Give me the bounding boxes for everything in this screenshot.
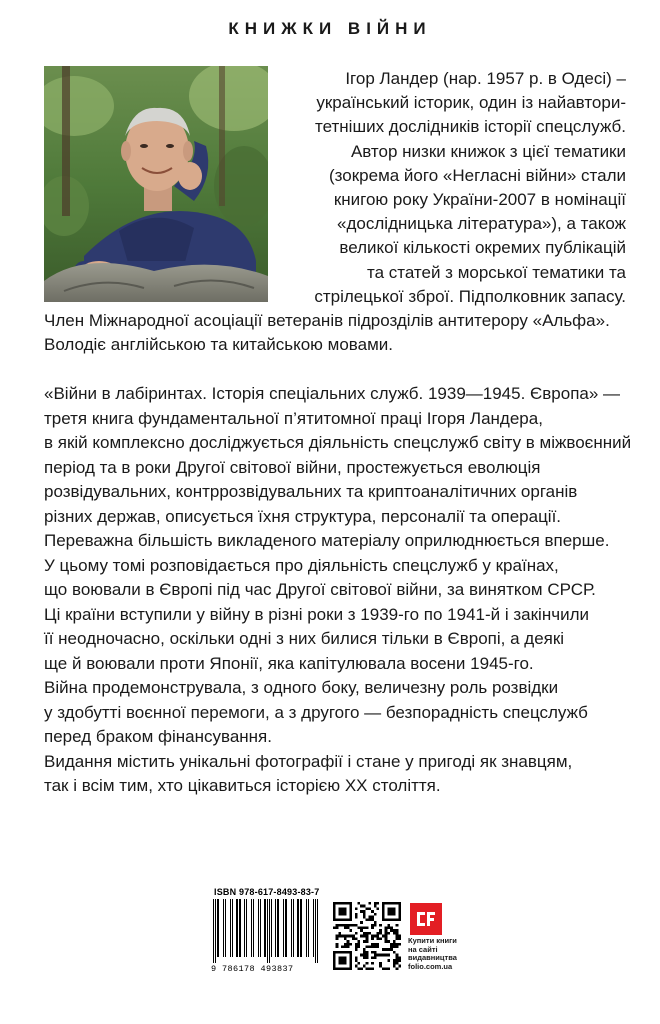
- description-line: у здобутті воєнної перемоги, а з другого — безпорадність спецслужб: [44, 702, 588, 722]
- description-line: що воювали в Європі під час Другої світової війни, за винятком СРСР.: [44, 580, 596, 599]
- bio-line: Володіє англійською та китайською мовами.: [44, 335, 393, 355]
- author-photo: [44, 66, 268, 302]
- description-line: Ці країни вступили у війну в різні роки з 1939-го по 1941-й і закінчили: [44, 604, 589, 624]
- description-line: Видання містить унікальні фотографії і стане у пригоді як знавцям,: [44, 751, 573, 771]
- description-line: розвідувальних, контррозвідувальних та криптоаналітичних органів: [44, 482, 578, 501]
- publisher-note-line: Купити книги: [408, 936, 457, 945]
- series-title: КНИЖКИ ВІЙНИ: [228, 19, 432, 38]
- bio-line: Автор низки книжок з цієї тематики: [350, 141, 626, 161]
- description-line: різних держав, описується їхня структура, персоналії та операції.: [44, 506, 562, 526]
- isbn-label: ISBN 978-617-8493-83-7: [214, 887, 320, 897]
- bio-line: великої кількості окремих публікацій: [339, 238, 626, 258]
- description-line: третя книга фундаментальної п’ятитомної праці Ігоря Ландера,: [44, 408, 543, 428]
- publisher-note-line: видавництва: [408, 953, 457, 963]
- description-line: перед браком фінансування.: [44, 727, 272, 746]
- bio-line: Ігор Ландер (нар. 1957 р. в Одесі) –: [345, 69, 626, 88]
- barcode: [211, 899, 321, 963]
- bio-line: та статей з морської тематики та: [366, 262, 626, 282]
- description-line: так і всім тим, хто цікавиться історією ХХ століття.: [44, 776, 441, 795]
- description-line: Війна продемонструвала, з одного боку, величезну роль розвідки: [44, 678, 559, 697]
- barcode-digits: 9 786178 493837: [211, 964, 294, 974]
- bio-line: український історик, один із найавтори-: [316, 93, 626, 113]
- description-line: Переважна більшість викладеного матеріалу оприлюднюється вперше.: [44, 531, 610, 550]
- description-line: ще й воювали проти Японії, яка капітулювала восени 1945-го.: [44, 653, 534, 673]
- author-bio-right: [286, 67, 626, 309]
- publisher-note-line: на сайті: [408, 944, 438, 954]
- bio-line: Член Міжнародної асоціації ветеранів підрозділів антитерору «Альфа».: [44, 311, 610, 330]
- bio-line: книгою року України-2007 в номінації: [333, 190, 626, 210]
- author-bio-full: [44, 309, 629, 357]
- publisher-note: [408, 937, 458, 971]
- bio-line: стрілецької зброї. Підполковник запасу.: [314, 286, 626, 306]
- folio-logo-icon: [410, 903, 442, 935]
- description-line: в якій комплексно досліджується діяльність спецслужб світу в міжвоєнний: [44, 433, 632, 452]
- publisher-note-line: folio.com.ua: [408, 961, 453, 971]
- book-description: [44, 382, 644, 799]
- bio-line: (зокрема його «Негласні війни» стали: [329, 165, 626, 185]
- qr-code-icon: [333, 902, 401, 970]
- description-line: її неодночасно, оскільки одні з них билися тільки в Європі, а деякі: [44, 629, 565, 648]
- description-line: «Війни в лабіринтах. Історія спеціальних служб. 1939—1945. Європа» —: [44, 384, 621, 403]
- description-line: У цьому томі розповідається про діяльність спецслужб у країнах,: [44, 555, 559, 575]
- bio-line: тетніших дослідників історії спецслужб.: [315, 117, 626, 137]
- bio-line: «дослідницька література»), а також: [337, 214, 626, 234]
- description-line: період та в роки Другої світової війни, простежується еволюція: [44, 457, 541, 477]
